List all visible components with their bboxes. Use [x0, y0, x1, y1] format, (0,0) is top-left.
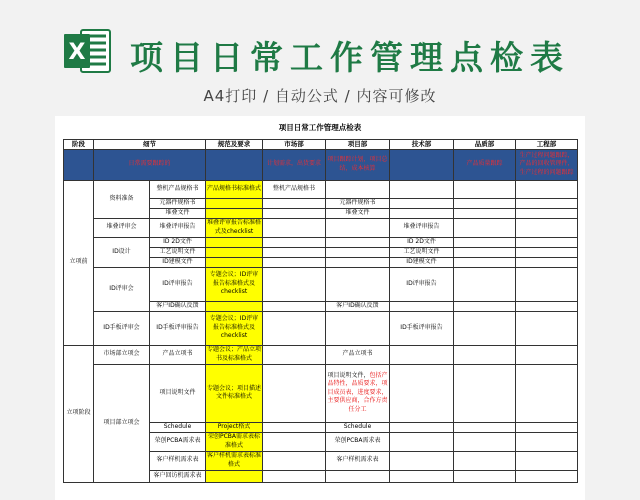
detail-cell: ID手板评审会 — [94, 311, 150, 345]
svg-text:X: X — [68, 40, 86, 65]
detail-cell: 市场部立项会 — [94, 345, 150, 364]
table-row: 元器件规格书 元器件规格书 — [64, 198, 578, 208]
dept-detail: 日常需要跟踪的 — [94, 149, 206, 180]
phase-cell: 立项阶段 — [64, 345, 94, 482]
excel-icon — [63, 28, 111, 74]
table-row: 堆叠文件 堆叠文件 — [64, 208, 578, 218]
dept-quality: 产品质量跟踪 — [454, 149, 516, 180]
sheet-title: 项目日常工作管理点检表 — [278, 123, 362, 132]
table-row: 项目部立项会 项目说明文件 专题会议；项目描述文件标准格式 项目说明文件，包括产品特性，品质要求，项目成员表，进度要求，主要供应商，合作方责任分工 — [64, 364, 578, 422]
table-row: ID设计 ID 2D文件 ID 2D文件 — [64, 237, 578, 247]
table-row: ID建模文件 ID建模文件 — [64, 257, 578, 267]
col-project: 项目部 — [326, 140, 390, 150]
checklist-table — [63, 139, 578, 483]
detail-cell: 资料准备 — [94, 180, 150, 218]
project-desc-cell: 项目说明文件，包括产品特性，品质要求，项目成员表，进度要求，主要供应商，合作方责任分工 — [326, 364, 390, 422]
dept-project: 项目跟踪计划，项目总结，成本核算 — [326, 149, 390, 180]
detail-cell: ID评审会 — [94, 267, 150, 311]
header-row — [64, 140, 578, 150]
page-title: 项目日常工作管理点检表 — [130, 38, 570, 77]
table-row: 荣创PCBA需求表 荣创PCBA需求表标准格式 荣创PCBA需求表 — [64, 432, 578, 451]
col-phase: 阶段 — [64, 140, 94, 150]
dept-engineering: 生产过程问题跟踪，产品的回收管理件，生产过程的问题跟踪 — [516, 149, 578, 180]
table-row: 客户样机需求表 客户样机需求表标准格式 客户样机需求表 — [64, 451, 578, 470]
table-row: 客户回访机需求表 — [64, 470, 578, 482]
header-banner — [0, 0, 640, 110]
detail-cell: ID设计 — [94, 237, 150, 267]
phase-cell: 立项前 — [64, 180, 94, 345]
table-row: Schedule Project格式 Schedule — [64, 422, 578, 432]
col-market: 市场部 — [263, 140, 326, 150]
col-tech: 技术部 — [390, 140, 454, 150]
dept-market: 计划需求，出货要求 — [263, 149, 326, 180]
table-row: 堆叠评审会 堆叠评审报告 堆叠评审报告标准格式及checklist 堆叠评审报告 — [64, 218, 578, 237]
table-row: 立项前 资料准备 整机产品规格书 产品规格书标准格式 整机产品规格书 — [64, 180, 578, 198]
page-subtitle: A4打印 / 自动公式 / 内容可修改 — [203, 87, 437, 105]
col-engineering: 工程部 — [516, 140, 578, 150]
table-row: ID评审会 ID评审报告 专题会议；ID评审报告标准格式及checklist ID评审报告 — [64, 267, 578, 301]
spreadsheet-page — [55, 116, 585, 500]
table-row: 客户ID确认反馈 客户ID确认反馈 — [64, 301, 578, 311]
table-row: 工艺说明文件 工艺说明文件 — [64, 247, 578, 257]
dept-row — [64, 149, 578, 180]
col-spec: 规范及要求 — [206, 140, 263, 150]
col-detail: 细节 — [94, 140, 206, 150]
col-quality: 品质部 — [454, 140, 516, 150]
detail-cell: 堆叠评审会 — [94, 218, 150, 237]
detail-cell: 项目部立项会 — [94, 364, 150, 482]
table-row: ID手板评审会 ID手板评审报告 专题会议；ID评审报告标准格式及checklist ID手板评审报告 — [64, 311, 578, 345]
table-row: 立项阶段 市场部立项会 产品立项书 专题会议；产品立项书及标准格式 产品立项书 — [64, 345, 578, 364]
